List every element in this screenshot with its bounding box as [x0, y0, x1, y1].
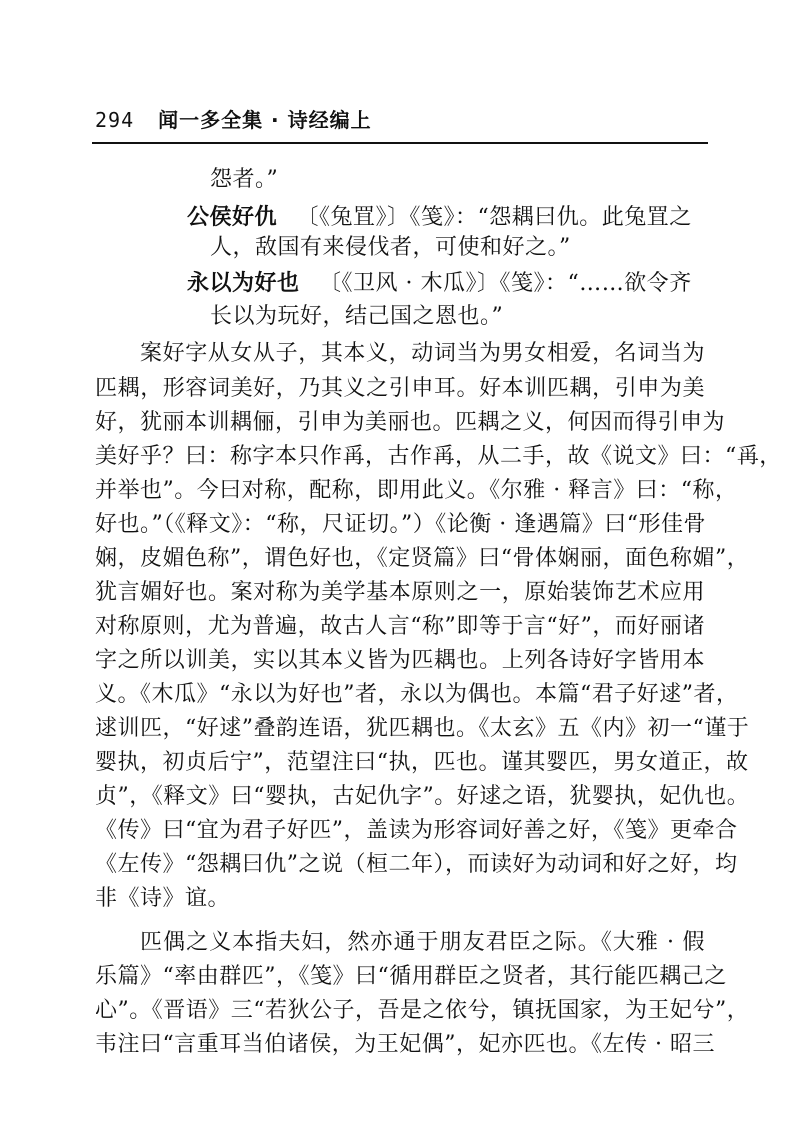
paragraph-line: 并举也”。今曰对称，配称，即用此义。《尔雅 · 释言》曰：“称，: [95, 478, 738, 503]
paragraph-line: 案好字从女从子，其本义，动词当为男女相爱，名词当为: [140, 341, 705, 366]
running-title: 闻一多全集 · 诗经编上: [158, 108, 372, 132]
paragraph-line: 好也。”（《释文》：“称，尺证切。”）《论衡 · 逢遇篇》曰“形佳骨: [95, 512, 706, 537]
paragraph-line: 婴执，初贞后宁”，范望注曰“执，匹也。谨其婴匹，男女道正，故: [95, 750, 749, 775]
paragraph-line: 非《诗》谊。: [95, 886, 231, 911]
paragraph-line: 匹耦，形容词美好，乃其义之引申耳。好本训匹耦，引申为美: [95, 376, 705, 401]
paragraph-line: 义。《木瓜》“永以为好也”者，永以为偶也。本篇“君子好逑”者，: [95, 682, 739, 707]
paragraph-line: 好，犹丽本训耦俪，引申为美丽也。匹耦之义，何因而得引申为: [95, 410, 726, 435]
quote-headword: 永以为好也: [187, 270, 300, 296]
page-number: 294: [95, 108, 135, 132]
paragraph-line: 犹言媚好也。案对称为美学基本原则之一，原始装饰艺术应用: [95, 580, 705, 605]
paragraph-line: 娴，皮媚色称”，谓色好也，《定贤篇》曰“骨体娴丽，面色称媚”，: [95, 546, 750, 571]
paragraph-line: 《传》曰“宜为君子好匹”，盖读为形容词好善之好，《笺》更牵合: [95, 818, 738, 843]
quote-text: 〔《卫风 · 木瓜》〕《笺》：“……欲令齐: [319, 271, 692, 296]
quote-line: [187, 268, 692, 298]
quote-text: 〔《兔罝》〕《笺》：“怨耦曰仇。此兔罝之: [296, 205, 692, 230]
quote-text-line: 怨者。”: [210, 167, 279, 192]
paragraph-line: 心”。《晋语》三“若狄公子，吾是之依兮，镇抚国家，为王妃兮”，: [95, 998, 750, 1023]
paragraph-line: 逑训匹，“好逑”叠韵连语，犹匹耦也。《太玄》五《内》初一“谨于: [95, 716, 750, 741]
page-header: [95, 104, 705, 144]
paragraph-line: 对称原则，尤为普遍，故古人言“称”即等于言“好”，而好丽诸: [95, 614, 705, 639]
paragraph-line: 韦注曰“言重耳当伯诸侯，为王妃偶”，妃亦匹也。《左传 · 昭三: [95, 1032, 715, 1057]
paragraph-line: 美好乎？曰：称字本只作爯，古作爯，从二手，故《说文》曰：“爯，: [95, 444, 782, 469]
paragraph-line: 匹偶之义本指夫妇，然亦通于朋友君臣之际。《大雅 · 假: [140, 930, 705, 955]
paragraph-line: 贞”，《释文》曰“婴执，古妃仇字”。好逑之语，犹婴执，妃仇也。: [95, 784, 750, 809]
quote-text-line: 长以为玩好，结己国之恩也。”: [210, 304, 504, 329]
quote-headword: 公侯好仇: [187, 204, 278, 230]
paragraph-line: 《左传》“怨耦曰仇”之说（桓二年），而读好为动词和好之好，均: [95, 852, 738, 877]
quote-line: [187, 202, 692, 232]
paragraph-line: 字之所以训美，实以其本义皆为匹耦也。上列各诗好字皆用本: [95, 648, 705, 673]
header-rule: [92, 142, 708, 144]
paragraph-line: 乐篇》“率由群匹”，《笺》曰“循用群臣之贤者，其行能匹耦己之: [95, 964, 727, 989]
quote-text-line: 人，敌国有来侵伐者，可使和好之。”: [210, 235, 571, 260]
